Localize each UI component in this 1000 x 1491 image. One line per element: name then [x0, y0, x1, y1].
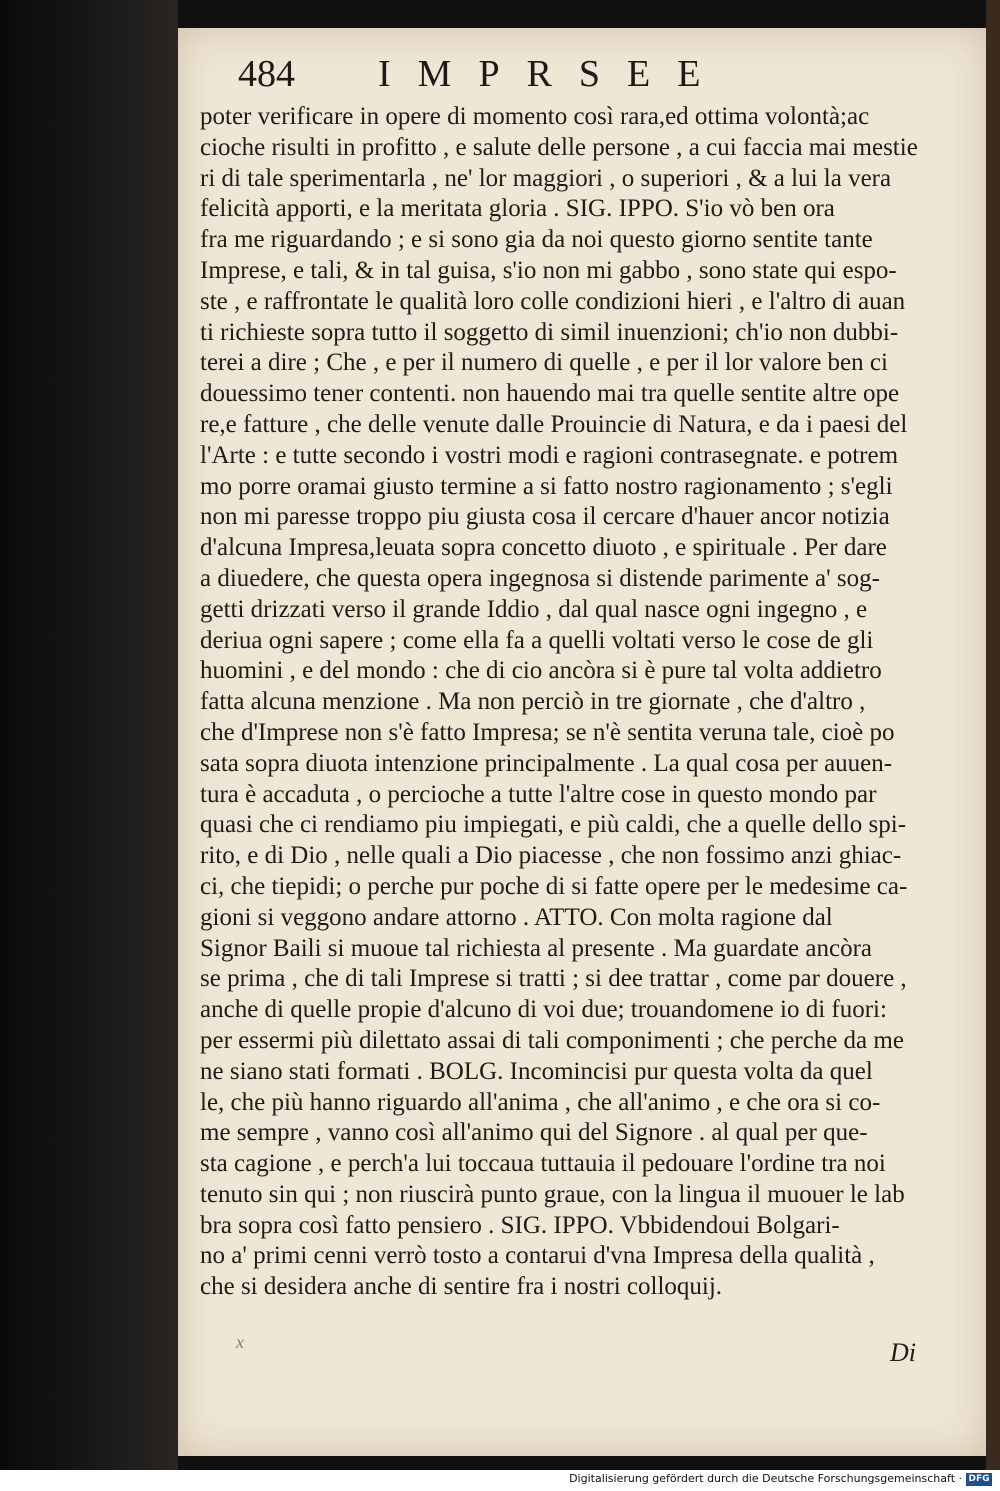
body-text	[200, 102, 960, 1303]
text-line: huomini , e del mondo : che di cio ancòra si è pure tal volta addietro	[200, 657, 882, 685]
text-line: d'alcuna Impresa,leuata sopra concetto diuoto , e spirituale . Per dare	[200, 534, 887, 562]
page-number: 484	[238, 53, 295, 95]
text-line: sta cagione , e perch'a lui toccaua tuttauia il pedouare l'ordine tra noi	[200, 1150, 886, 1178]
text-line: gioni si veggono andare attorno . ATTO. Con molta ragione dal	[200, 903, 833, 931]
page-right-edge	[986, 0, 1000, 1470]
text-line: terei a dire ; Che , e per il numero di quelle , e per il lor valore ben ci	[200, 349, 888, 377]
text-line: che d'Imprese non s'è fatto Impresa; se n'è sentita veruna tale, cioè po	[200, 718, 895, 746]
text-line: rito, e di Dio , nelle quali a Dio piacesse , che non fossimo anzi ghiac-	[200, 842, 902, 870]
text-line: l'Arte : e tutte secondo i vostri modi e ragioni contrasegnate. e potrem	[200, 441, 899, 469]
text-line: mo porre oramai giusto termine a si fatto nostro ragionamento ; s'egli	[200, 472, 893, 500]
text-line: poter verificare in opere di momento così rara,ed ottima volontà;ac	[200, 103, 870, 130]
text-line: felicità apporti, e la meritata gloria . SIG. IPPO. S'io vò ben ora	[200, 195, 835, 223]
text-line: ne siano stati formati . BOLG. Incomincisi pur questa volta da quel	[200, 1057, 873, 1085]
text-line: ri di tale sperimentarla , ne' lor maggiori , o superiori , & a lui la vera	[200, 164, 892, 192]
text-line: anche di quelle propie d'alcuno di voi due; trouandomene io di fuori:	[200, 996, 887, 1024]
text-line: douessimo tener contenti. non hauendo mai tra quelle sentite altre ope	[200, 380, 900, 408]
text-line: me sempre , vanno così all'animo qui del Signore . al qual per que-	[200, 1119, 868, 1147]
text-line: re,e fatture , che delle venute dalle Prouincie di Natura, e da i paesi del	[200, 410, 908, 438]
digitization-credit: Digitalisierung gefördert durch die Deutsche Forschungsgemeinschaft ·	[569, 1472, 962, 1485]
text-line: fra me riguardando ; e si sono gia da noi questo giorno sentite tante	[200, 226, 873, 254]
text-line: cioche risulti in profitto , e salute delle persone , a cui faccia mai mestie	[200, 133, 918, 161]
text-line: deriua ogni sapere ; come ella fa a quelli voltati verso le cose de gli	[200, 626, 874, 654]
text-line: getti drizzati verso il grande Iddio , dal qual nasce ogni ingegno , e	[200, 595, 868, 623]
text-line: Signor Baili si muoue tal richiesta al presente . Ma guardate ancòra	[200, 934, 872, 962]
catchword: Di	[890, 1338, 916, 1367]
text-line: se prima , che di tali Imprese si tratti ; si dee trattar , come par douere ,	[200, 965, 907, 993]
text-line: a diuedere, che questa opera ingegnosa si distende parimente a' sog-	[200, 564, 880, 592]
text-line: per essermi più dilettato assai di tali componimenti ; che perche da me	[200, 1026, 904, 1054]
text-line: che si desidera anche di sentire fra i nostri colloquij.	[200, 1273, 723, 1301]
text-line: ti richieste sopra tutto il soggetto di simil inuenzioni; ch'io non dubbi-	[200, 318, 899, 346]
text-line: no a' primi cenni verrò tosto a contarui d'vna Impresa della qualità ,	[200, 1242, 875, 1270]
text-line: tenuto sin qui ; non riuscirà punto graue, con la lingua il muouer le lab	[200, 1180, 905, 1208]
text-line: ste , e raffrontate le qualità loro colle condizioni hieri , e l'altro di auan	[200, 287, 906, 315]
running-title: IMPRSEE	[378, 53, 728, 95]
text-line: fatta alcuna menzione . Ma non perciò in tre giornate , che d'altro ,	[200, 688, 866, 716]
dfg-logo-icon: DFG	[966, 1473, 992, 1486]
text-line: tura è accaduta , o percioche a tutte l'altre cose in questo mondo par	[200, 780, 877, 808]
scan-left-margin	[0, 0, 178, 1470]
text-line: sata sopra diuota intenzione principalmente . La qual cosa per auuen-	[200, 749, 893, 777]
text-line: non mi paresse troppo piu giusta cosa il cercare d'hauer ancor notizia	[200, 503, 890, 531]
text-line: ci, che tiepidi; o perche pur poche di si fatte opere per le medesime ca-	[200, 872, 908, 900]
footer-mark: x	[236, 1332, 244, 1352]
text-line: Imprese, e tali, & in tal guisa, s'io non mi gabbo , sono state qui espo-	[200, 256, 897, 284]
text-line: le, che più hanno riguardo all'anima , che all'animo , e che ora si co-	[200, 1088, 881, 1116]
text-line: bra sopra così fatto pensiero . SIG. IPPO. Vbbidendoui Bolgari-	[200, 1211, 840, 1239]
page-header	[238, 52, 958, 102]
digitization-footer	[0, 1470, 1000, 1491]
text-line: quasi che ci rendiamo piu impiegati, e più caldi, che a quelle dello spi-	[200, 811, 907, 839]
